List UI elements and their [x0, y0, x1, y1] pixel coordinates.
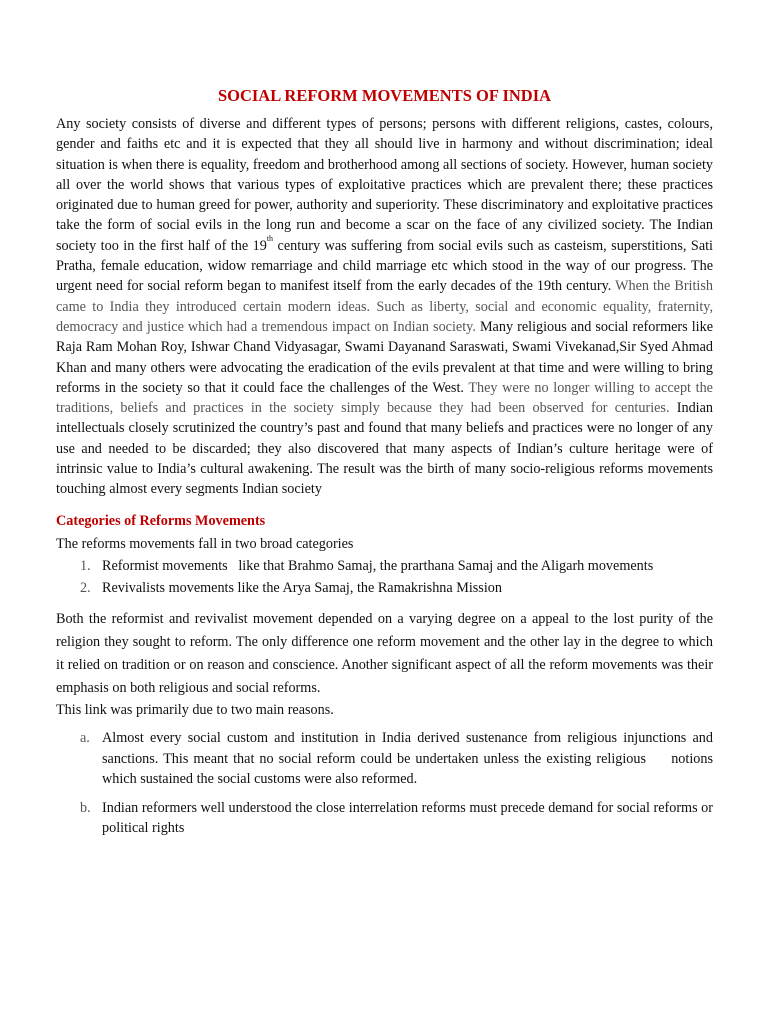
intro-text-part4: Many religious and social reformers like Raja Ram Mohan Roy, Ishwar Chand Vidyasagar, Swami Dayanand Saraswati, Swami Vivekanad,Sir Syed Ahmad Khan and many others: [56, 318, 713, 376]
list-item-text: Revivalists movements like the Arya Samaj, the Ramakrishna Mission: [102, 580, 502, 597]
list-item: [56, 578, 713, 599]
list-item-text: Reformist movements like that Brahmo Samaj, the prarthana Samaj and the Aligarh movements: [102, 557, 654, 574]
intro-text-part1: Any society consists of diverse and different types of persons; persons with different religions, castes, colours, gender and faiths etc and it is expected that they all should live in harmony and without discrimination; ideal situation is when there is equality, freedom and brotherhood among all sections of society. However, human society all over the world shows that various types of exploitative practices which are prevalent there; these practices originated due to human greed for power, authority and superiority. These discriminatory and exploitative practices take the form of social evils in the long run and become a scar on the face of any civilized society. The Indian society too in the first half of the 19: [56, 116, 713, 254]
categories-heading: Categories of Reforms Movements: [56, 512, 266, 529]
intro-text-part6: They were no longer willing to accept the traditions, beliefs and practices in the society simply because they had been observed for centuries.: [56, 379, 713, 417]
list-item-text: Indian reformers well understood the close interrelation reforms must precede demand for social reforms or political rights: [102, 799, 713, 837]
list-item: [56, 556, 713, 577]
document-page: [56, 86, 717, 847]
document-title: SOCIAL REFORM MOVEMENTS OF INDIA: [217, 86, 552, 105]
movements-paragraph: Both the reformist and revivalist movement depended on a varying degree on a appeal to the lost purity of the religion they sought to reform. The only difference one reform movement and the other lay in the degree to which it relied on tradition or on reason and conscience. Another significant aspect of all the reform movements was their emphasis on both religious and social reforms.: [56, 611, 713, 697]
intro-paragraph: [56, 114, 713, 500]
intro-text-part3: When the British came to India they introduced certain modern ideas. Such as liberty, social and economic equality, fraternity, democracy and justice which had a tremendous impact on Indian society.: [56, 278, 713, 335]
list-marker: 1.: [80, 557, 91, 574]
categories-intro: The reforms movements fall in two broad categories: [56, 535, 354, 552]
categories-list: [56, 556, 713, 600]
reasons-list: [56, 728, 717, 839]
intro-text-part2: century was suffering from social evils such as casteism, superstitions, Sati Pratha, female education, widow remarriage and child marriage etc which stood in the way of our progress. The urgent need for social reform began to manifest itself from the early decades of the 19th century.: [56, 237, 713, 295]
intro-text-part7: Indian intellectuals closely scrutinized the country’s past and found that many beliefs and practices were no longer of any use and needed to be discarded; they also discovered that many aspects of Indian’s culture heritage were of intrinsic value to India’s cultural awakening. The result was the birth of many socio-religious reforms movements touching almost every segments Indian society: [56, 400, 714, 498]
list-item: [56, 798, 713, 839]
ordinal-superscript: th: [266, 233, 274, 243]
list-item: [56, 728, 717, 790]
intro-text-part5: were advocating the eradication of the evils prevalent at that time and were willing to bring reforms in the society so that it could face the challenges of the West.: [56, 359, 713, 396]
reasons-intro: This link was primarily due to two main reasons.: [56, 702, 334, 719]
list-marker: 2.: [80, 580, 91, 597]
list-item-text: Almost every social custom and institution in India derived sustenance from religious injunctions and sanctions. This meant that no social reform could be undertaken unless the existing religious notions which sustained the social customs were also reformed.: [102, 730, 717, 788]
list-marker: a.: [80, 730, 90, 747]
list-marker: b.: [80, 799, 91, 816]
